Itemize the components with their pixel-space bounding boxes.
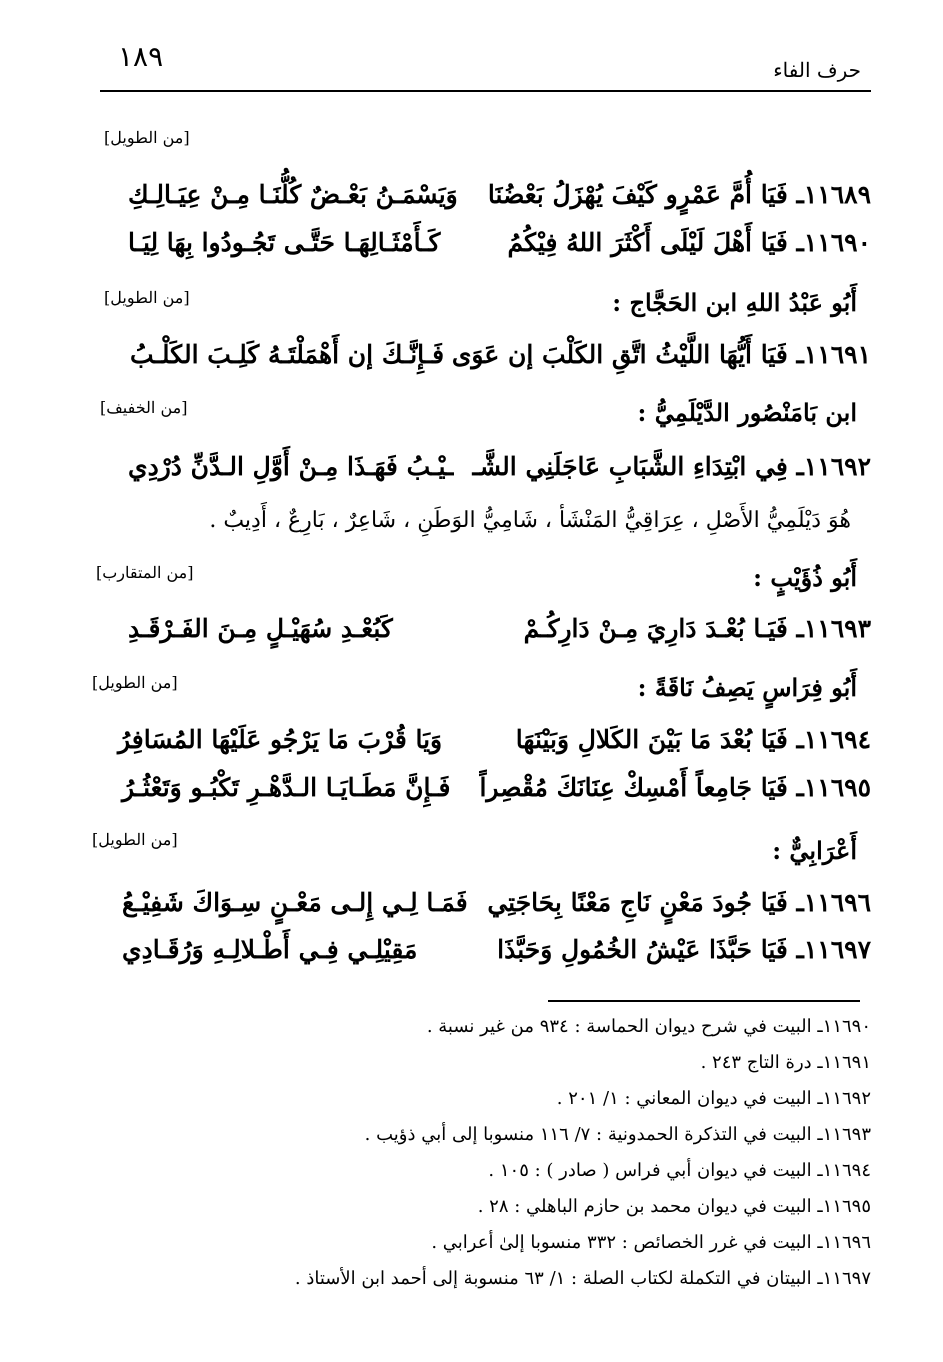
verse-second-hemistich: فَـإِنَّ مَطَـايَـا الـدَّهْـرِ تَكْبُـو وَتَعْثُـرُ — [122, 773, 451, 802]
header-rule — [100, 90, 871, 92]
verse-first-hemistich: ١١٦٩٧ـ فَيَا حَبَّذَا عَيْشُ الخُمُولِ وَحَبَّذَا — [497, 935, 871, 964]
verse-second-hemistich: ـيْـبُ فَهَـذَا مِـنْ أَوَّلِ الـدَّنِّ دُرْدِي — [128, 452, 454, 481]
poet-heading: أَعْرَابِيٌّ : — [772, 836, 857, 865]
meter-label: [من الطويل] — [92, 673, 178, 692]
verse-first-hemistich: ١١٦٩٣ـ فَيَـا بُعْـدَ دَارِيَ مِـنْ دَارِكُـمْ — [523, 614, 871, 643]
meter-label: [من الطويل] — [104, 128, 190, 147]
footnote: ١١٦٩٧ـ البيتان في التكملة لكتاب الصلة : ١/ ٦٣ منسوبة إلى أحمد ابن الأستاذ . — [294, 1268, 871, 1289]
footnote: ١١٦٩٢ـ البيت في ديوان المعاني : ١/ ٢٠١ . — [556, 1088, 871, 1109]
verse-second-hemistich: كَـأَمْثَـالِهَـا حَتَّـى تَجُـودُوا بِهَا لِيَـا — [128, 228, 441, 257]
footnote-rule — [548, 1000, 860, 1002]
verse-first-hemistich: ١١٦٩١ـ فَيَا أَيُّهَا اللَّيْثُ اتَّقِ الكَلْبَ إن عَوَى — [451, 340, 871, 369]
meter-label: [من الخفيف] — [100, 398, 188, 417]
verse-second-hemistich: وَيَا قُرْبَ مَا يَرْجُو عَلَيْهَا المُسَافِرُ — [118, 725, 443, 754]
meter-label: [من الطويل] — [92, 830, 178, 849]
verse-second-hemistich: كَبُعْـدِ سُهَيْـلٍ مِـنَ الفَـرْقَـدِ — [128, 614, 393, 643]
footnote: ١١٦٩١ـ درة التاج ٢٤٣ . — [700, 1052, 871, 1073]
verse-first-hemistich: ١١٦٩٦ـ فَيَا جُودَ مَعْنٍ نَاجِ مَعْنًا بِحَاجَتِي — [487, 888, 871, 917]
footnote: ١١٦٩٥ـ البيت في ديوان محمد بن حازم الباهلي : ٢٨ . — [477, 1196, 871, 1217]
verse-second-hemistich: مَقِيْلِـي فِـي أَطْـلالِـهِ وَرُقَـادِي — [122, 935, 418, 964]
footnote: ١١٦٩٦ـ البيت في غرر الخصائص : ٣٣٢ منسوبا إلىٰ أعرابي . — [431, 1232, 871, 1253]
meter-label: [من الطويل] — [104, 288, 190, 307]
poet-heading: ابن بَامَنْصُور الدَّيْلَمِيُّ : — [637, 398, 857, 427]
footnote: ١١٦٩٣ـ البيت في التذكرة الحمدونية : ٧/ ١١٦ منسوبا إلى أبي ذؤيب . — [364, 1124, 871, 1145]
verse-first-hemistich: ١١٦٩٥ـ فَيَا جَامِعاً أَمْسِكْ عِنَانَكَ مُقْصِراً — [479, 773, 871, 802]
poet-heading: أَبُو عَبْدُ اللهِ ابن الحَجَّاج : — [612, 288, 857, 317]
verse-first-hemistich: ١١٦٩٤ـ فَيَا بُعْدَ مَا بَيْنَ الكَلالِ وَبَيْنَهَا — [515, 725, 871, 754]
verse-first-hemistich: ١١٦٨٩ـ فَيَا أُمَّ عَمْرٍو كَيْفَ يُهْزَلُ بَعْضُنَا — [487, 180, 871, 209]
poet-heading: أَبُو ذُؤَيْبٍ : — [753, 563, 857, 592]
verse-second-hemistich: فَـإِنَّـكَ إن أَهْمَلْتَـهُ كَلِـبَ الكَلْـبُ — [130, 340, 445, 369]
footnote: ١١٦٩٤ـ البيت في ديوان أبي فراس ( صادر ) : ١٠٥ . — [488, 1160, 871, 1181]
verse-first-hemistich: ١١٦٩٠ـ فَيَا أَهْلَ لَيْلَى أَكْثَرَ اللهُ فِيْكُمُ — [507, 228, 871, 257]
page-number: ١٨٩ — [118, 40, 164, 73]
chapter-title: حرف الفاء — [773, 58, 861, 82]
footnote: ١١٦٩٠ـ البيت في شرح ديوان الحماسة : ٩٣٤ من غير نسبة . — [426, 1016, 871, 1037]
meter-label: [من المتقارب] — [96, 563, 194, 582]
verse-second-hemistich: فَمَـا لِـي إِلـى مَعْـنٍ سِـوَاكَ شَفِيْـعُ — [122, 888, 468, 917]
poet-biography: هُوَ دَيْلَمِيُّ الأَصْلِ ، عِرَاقِيُّ المَنْشَأ ، شَامِيُّ الوَطَنِ ، شَاعِرٌ ، بَارِعٌ ، أَدِيبٌ . — [209, 508, 851, 533]
poet-heading: أَبُو فِرَاسٍ يَصِفُ نَاقَةً : — [637, 673, 857, 702]
verse-second-hemistich: وَيَسْمَـنُ بَعْـضٌ كُلُّنَـا مِـنْ عِيَـالِـكِ — [128, 180, 458, 209]
verse-first-hemistich: ١١٦٩٢ـ فِي ابْتِدَاءِ الشَّبَابِ عَاجَلَنِي الشَّـ — [472, 452, 871, 481]
